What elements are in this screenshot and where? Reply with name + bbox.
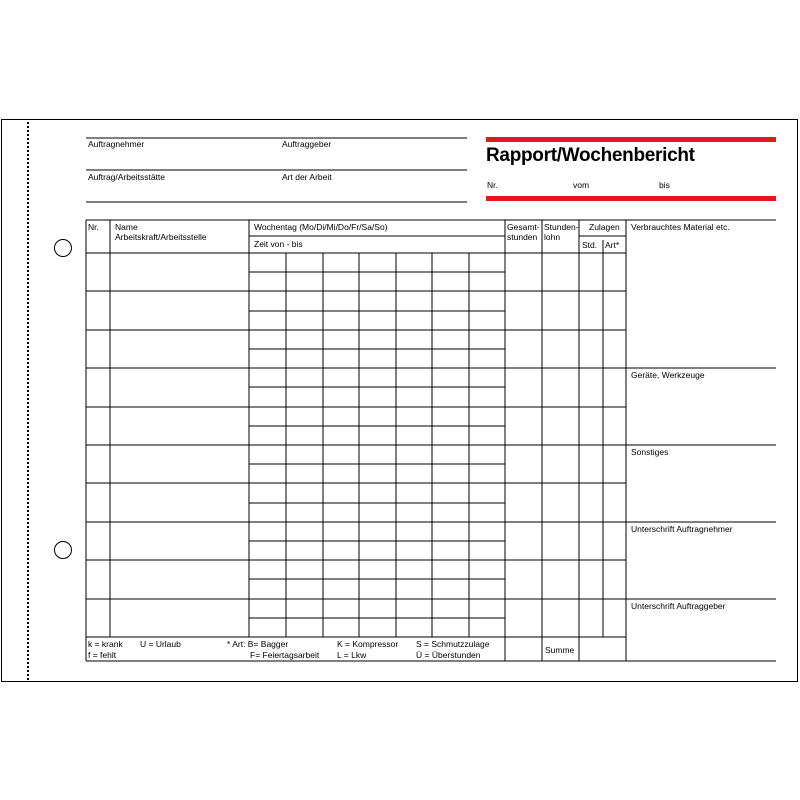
- page-title: Rapport/Wochenbericht: [486, 145, 695, 166]
- legend-fehlt: f = fehlt: [88, 650, 117, 660]
- summe-label: Summe: [545, 645, 575, 655]
- legend-urlaub: U = Urlaub: [140, 639, 181, 649]
- geraete-label: Geräte, Werkzeuge: [631, 370, 705, 380]
- col-std-label: Std.: [582, 240, 598, 250]
- material-label: Verbrauchtes Material etc.: [631, 222, 730, 232]
- col-gesamt-label: Gesamt-: [507, 222, 540, 232]
- legend-lkw: L = Lkw: [337, 650, 367, 660]
- legend-bagger: * Art: B= Bagger: [227, 639, 289, 649]
- auftraggeber-label: Auftraggeber: [282, 139, 332, 149]
- legend-krank: k = krank: [88, 639, 123, 649]
- legend-feiertag: F= Feiertagsarbeit: [250, 650, 320, 660]
- unterschrift-auftraggeber-label: Unterschrift Auftraggeber: [631, 601, 726, 611]
- unterschrift-auftragnehmer-label: Unterschrift Auftragnehmer: [631, 524, 733, 534]
- red-bar-top: [486, 137, 776, 142]
- auftragnehmer-label: Auftragnehmer: [88, 139, 145, 149]
- art-der-arbeit-label: Art der Arbeit: [282, 172, 332, 182]
- col-arbeitskraft-label: Arbeitskraft/Arbeitsstelle: [115, 232, 207, 242]
- vom-label: vom: [573, 180, 590, 190]
- auftrag-arbeitsstaette-label: Auftrag/Arbeitsstätte: [88, 172, 166, 182]
- col-stunden-label-2: lohn: [544, 232, 561, 242]
- col-nr-label: Nr.: [88, 222, 99, 232]
- col-gesamt-label-2: stunden: [507, 232, 538, 242]
- legend-schmutz: S = Schmutzzulage: [416, 639, 490, 649]
- legend-ueberstunden: Ü = Überstunden: [416, 650, 481, 660]
- nr-label: Nr.: [487, 180, 498, 190]
- col-zeit-label: Zeit von - bis: [254, 239, 303, 249]
- legend-kompressor: K = Kompressor: [337, 639, 399, 649]
- col-art-label: Art*: [605, 240, 620, 250]
- col-name-label: Name: [115, 222, 138, 232]
- red-bar-bottom: [486, 196, 776, 201]
- col-wochentag-label: Wochentag (Mo/Di/Mi/Do/Fr/Sa/So): [254, 222, 388, 232]
- col-stunden-label: Stunden-: [544, 222, 579, 232]
- col-zulagen-label: Zulagen: [589, 222, 620, 232]
- sonstiges-label: Sonstiges: [631, 447, 669, 457]
- bis-label: bis: [659, 180, 670, 190]
